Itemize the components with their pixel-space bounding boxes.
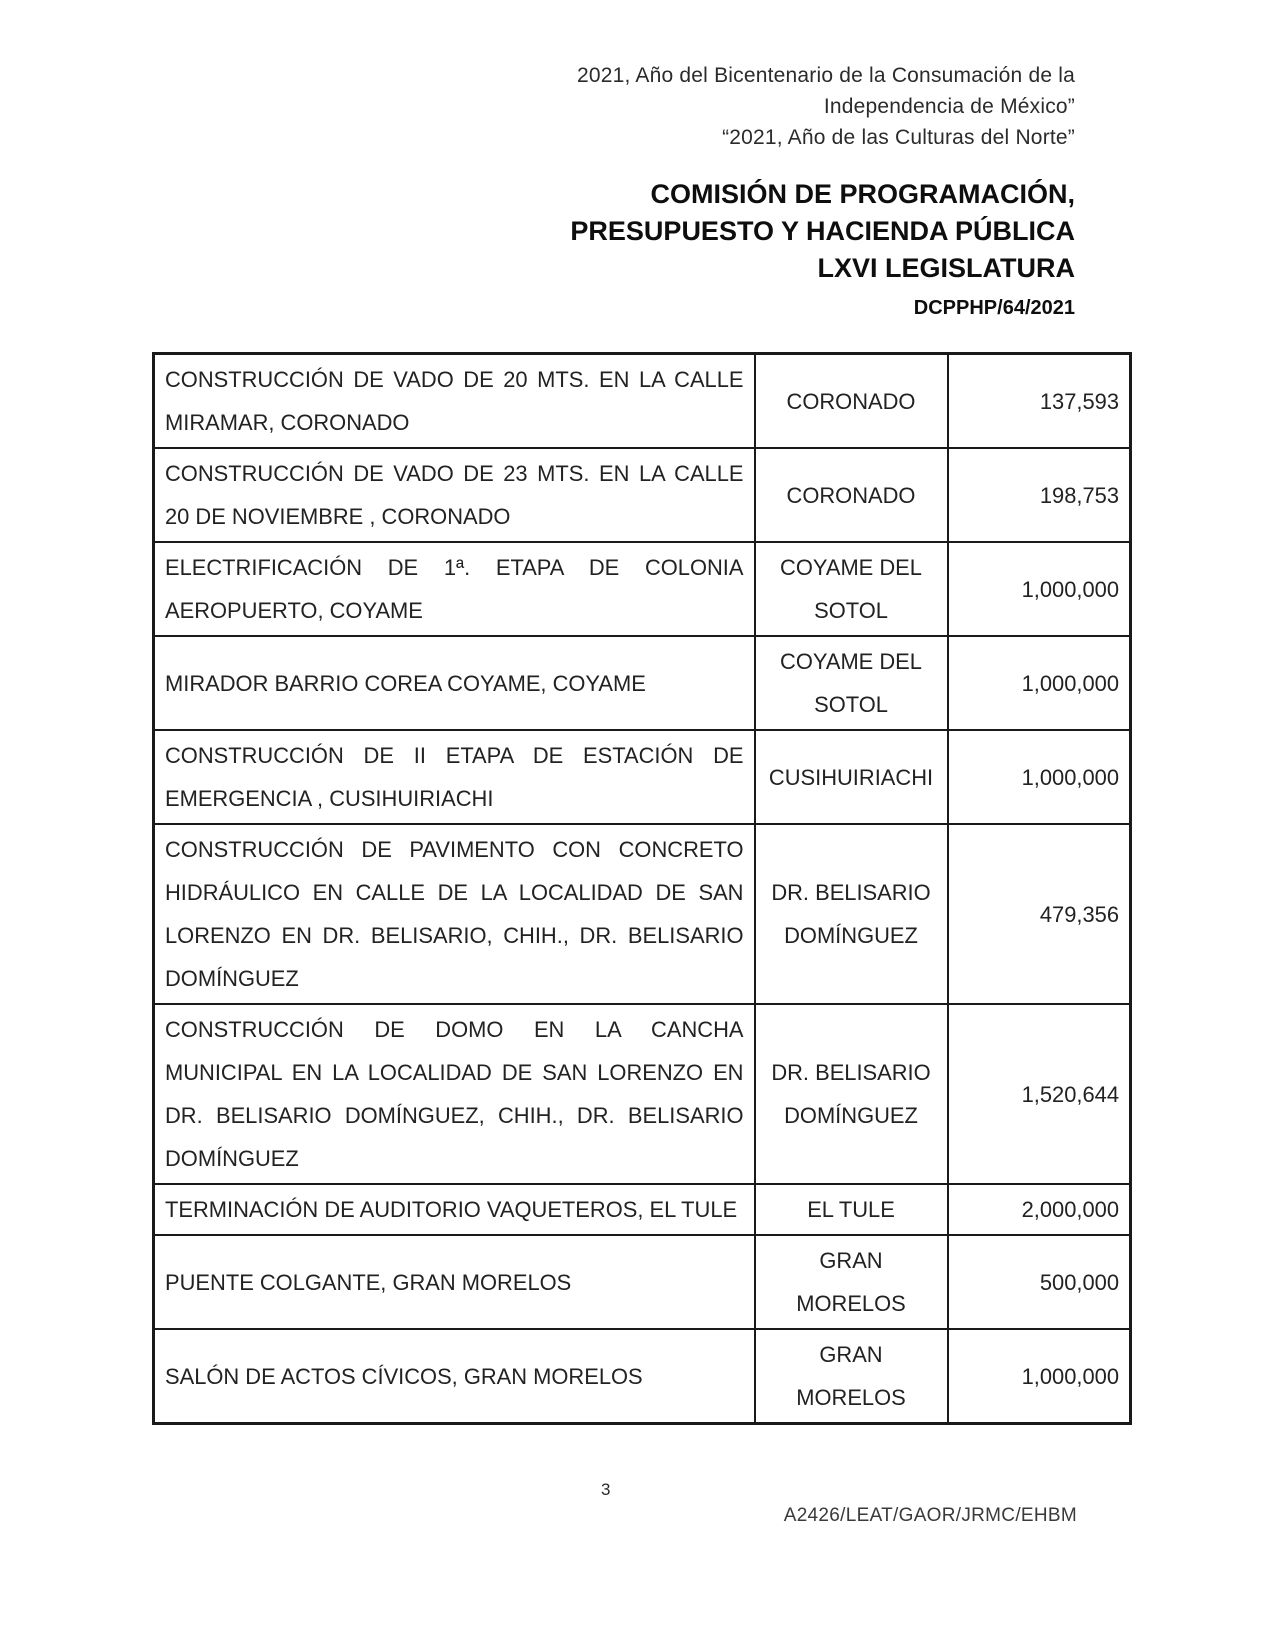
table-row <box>154 1235 1131 1329</box>
table-row <box>154 1329 1131 1424</box>
amount-cell: 1,000,000 <box>948 636 1131 730</box>
projects-table <box>152 352 1132 1425</box>
project-cell: CONSTRUCCIÓN DE II ETAPA DE ESTACIÓN DE EMERGENCIA , CUSIHUIRIACHI <box>154 730 755 824</box>
header-line-3: “2021, Año de las Culturas del Norte” <box>722 126 1075 149</box>
amount-cell: 479,356 <box>948 824 1131 1004</box>
municipality-cell: COYAME DEL SOTOL <box>755 542 948 636</box>
project-cell: CONSTRUCCIÓN DE VADO DE 23 MTS. EN LA CALLE 20 DE NOVIEMBRE , CORONADO <box>154 448 755 542</box>
table-row <box>154 354 1131 449</box>
amount-cell: 198,753 <box>948 448 1131 542</box>
municipality-cell: CORONADO <box>755 354 948 449</box>
document-header <box>577 60 1075 153</box>
amount-cell: 1,000,000 <box>948 1329 1131 1424</box>
table-row <box>154 448 1131 542</box>
project-cell: CONSTRUCCIÓN DE VADO DE 20 MTS. EN LA CALLE MIRAMAR, CORONADO <box>154 354 755 449</box>
table-row <box>154 1184 1131 1235</box>
project-cell: CONSTRUCCIÓN DE PAVIMENTO CON CONCRETO HIDRÁULICO EN CALLE DE LA LOCALIDAD DE SAN LORENZO EN DR. BELISARIO, CHIH., DR. BELISARIO DOMÍNGUEZ <box>154 824 755 1004</box>
amount-cell: 1,520,644 <box>948 1004 1131 1184</box>
title-line-1: COMISIÓN DE PROGRAMACIÓN, <box>650 179 1075 209</box>
reference-number: DCPPHP/64/2021 <box>913 297 1075 319</box>
project-cell: CONSTRUCCIÓN DE DOMO EN LA CANCHA MUNICIPAL EN LA LOCALIDAD DE SAN LORENZO EN DR. BELISARIO DOMÍNGUEZ, CHIH., DR. BELISARIO DOMÍNGUEZ <box>154 1004 755 1184</box>
municipality-cell: CORONADO <box>755 448 948 542</box>
title-line-3: LXVI LEGISLATURA <box>817 253 1075 283</box>
header-line-2: Independencia de México” <box>823 95 1075 118</box>
table-row <box>154 730 1131 824</box>
municipality-cell: DR. BELISARIO DOMÍNGUEZ <box>755 824 948 1004</box>
amount-cell: 500,000 <box>948 1235 1131 1329</box>
amount-cell: 137,593 <box>948 354 1131 449</box>
municipality-cell: CUSIHUIRIACHI <box>755 730 948 824</box>
footer-code: A2426/LEAT/GAOR/JRMC/EHBM <box>783 1505 1077 1526</box>
municipality-cell: COYAME DEL SOTOL <box>755 636 948 730</box>
project-cell: SALÓN DE ACTOS CÍVICOS, GRAN MORELOS <box>154 1329 755 1424</box>
project-cell: PUENTE COLGANTE, GRAN MORELOS <box>154 1235 755 1329</box>
table-row <box>154 542 1131 636</box>
table-row <box>154 636 1131 730</box>
table-row <box>154 824 1131 1004</box>
project-cell: MIRADOR BARRIO COREA COYAME, COYAME <box>154 636 755 730</box>
project-cell: ELECTRIFICACIÓN DE 1ª. ETAPA DE COLONIA AEROPUERTO, COYAME <box>154 542 755 636</box>
project-cell: TERMINACIÓN DE AUDITORIO VAQUETEROS, EL TULE <box>154 1184 755 1235</box>
municipality-cell: EL TULE <box>755 1184 948 1235</box>
amount-cell: 1,000,000 <box>948 542 1131 636</box>
commission-title <box>570 176 1075 287</box>
title-line-2: PRESUPUESTO Y HACIENDA PÚBLICA <box>570 216 1075 246</box>
header-line-1: 2021, Año del Bicentenario de la Consumación de la <box>576 64 1075 87</box>
amount-cell: 2,000,000 <box>948 1184 1131 1235</box>
table-row <box>154 1004 1131 1184</box>
amount-cell: 1,000,000 <box>948 730 1131 824</box>
municipality-cell: GRAN MORELOS <box>755 1235 948 1329</box>
page-number: 3 <box>601 1480 611 1499</box>
municipality-cell: GRAN MORELOS <box>755 1329 948 1424</box>
municipality-cell: DR. BELISARIO DOMÍNGUEZ <box>755 1004 948 1184</box>
